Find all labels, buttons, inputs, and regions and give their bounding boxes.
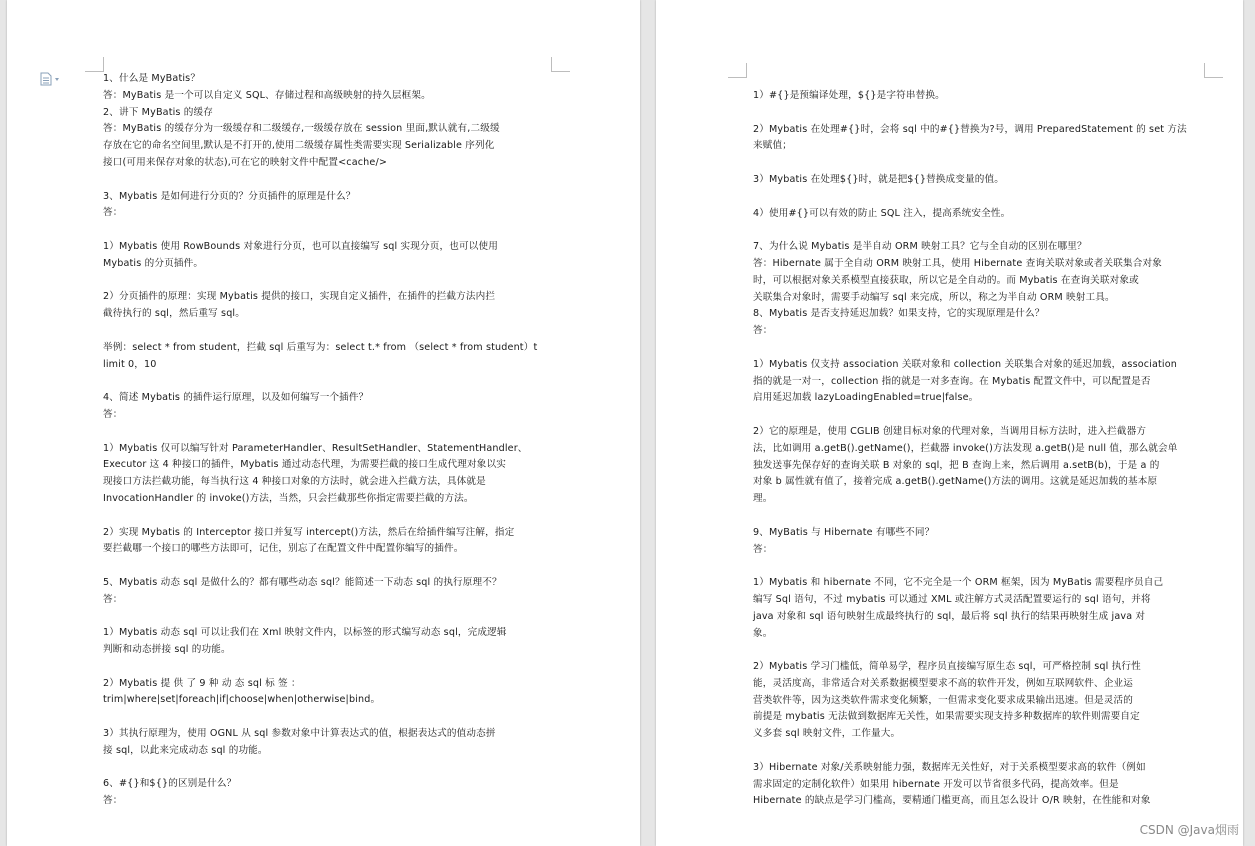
text-line: 接口(可用来保存对象的状态),可在它的映射文件中配置<cache/> — [103, 156, 388, 168]
text-line: 接 sql，以此来完成动态 sql 的功能。 — [103, 744, 268, 756]
margin-corner-mark — [728, 63, 747, 78]
text-line: 答： — [753, 325, 773, 337]
text-line: 答： — [103, 408, 123, 420]
text-line: 启用延迟加载 lazyLoadingEnabled=true|false。 — [753, 392, 979, 404]
paragraph — [103, 676, 547, 710]
paragraph — [103, 625, 547, 659]
text-line: 2）Mybatis 在处理#{}时，会将 sql 中的#{}替换为?号，调用 PreparedStatement 的 set 方法 — [753, 123, 1187, 135]
text-line: 独发送事先保存好的查询关联 B 对象的 sql，把 B 查询上来，然后调用 a.setB(b)，于是 a 的 — [753, 459, 1160, 471]
text-line: 答： — [103, 593, 123, 605]
document-page-2 — [656, 0, 1243, 846]
paragraph — [753, 575, 1193, 642]
text-line: 6、#{}和${}的区别是什么？ — [103, 778, 237, 790]
text-line: 理。 — [753, 493, 773, 505]
text-line: 2）Mybatis 提 供 了 9 种 动 态 sql 标 签 ： — [103, 677, 301, 689]
document-page-1 — [7, 0, 640, 846]
margin-corner-mark — [1204, 63, 1223, 78]
paragraph — [753, 525, 1193, 559]
paragraph — [753, 760, 1193, 810]
text-line: 1）Mybatis 仅支持 association 关联对象和 collection 关联集合对象的延迟加载，association — [753, 358, 1177, 370]
text-line: 5、Mybatis 动态 sql 是做什么的？都有哪些动态 sql？能简述一下动态 sql 的执行原理不？ — [103, 576, 502, 588]
paragraph — [753, 122, 1193, 156]
text-line: 2）Mybatis 学习门槛低，简单易学，程序员直接编写原生态 sql，可严格控制 sql 执行性 — [753, 661, 1141, 673]
paragraph — [753, 357, 1193, 407]
text-line: 4、简述 Mybatis 的插件运行原理，以及如何编写一个插件？ — [103, 392, 369, 404]
text-line: 指的就是一对一，collection 指的就是一对多查询。在 Mybatis 配置文件中，可以配置是否 — [753, 375, 1151, 387]
text-line: 答：Hibernate 属于全自动 ORM 映射工具，使用 Hibernate 查询关联对象或者关联集合对象 — [753, 257, 1163, 269]
text-line: 答： — [103, 795, 123, 807]
paragraph — [103, 189, 547, 223]
text-line: 需求固定的定制化软件）如果用 hibernate 开发可以节省很多代码，提高效率。但是 — [753, 778, 1119, 790]
text-line: 3、Mybatis 是如何进行分页的？分页插件的原理是什么？ — [103, 190, 356, 202]
paragraph — [753, 172, 1193, 189]
text-line: 时，可以根据对象关系模型直接获取，所以它是全自动的。而 Mybatis 在查询关联对象或 — [753, 274, 1139, 286]
text-line: 1）Mybatis 动态 sql 可以让我们在 Xml 映射文件内，以标签的形式编写动态 sql，完成逻辑 — [103, 627, 507, 639]
text-line: 象。 — [753, 627, 773, 639]
paragraph — [753, 239, 1193, 340]
paragraph — [103, 441, 547, 508]
text-line: java 对象和 sql 语句映射生成最终执行的 sql，最后将 sql 执行的结果再映射生成 java 对 — [753, 610, 1146, 622]
watermark: CSDN @Java烟雨 — [1139, 823, 1239, 837]
paragraph — [103, 726, 547, 760]
paragraph — [103, 340, 547, 374]
text-line: 3）其执行原理为，使用 OGNL 从 sql 参数对象中计算表达式的值，根据表达式的值动态拼 — [103, 728, 496, 740]
text-line: 答：MyBatis 是一个可以自定义 SQL、存储过程和高级映射的持久层框架。 — [103, 89, 431, 101]
text-line: 2）分页插件的原理：实现 Mybatis 提供的接口，实现自定义插件，在插件的拦截方法内拦 — [103, 291, 496, 303]
text-line: 关联集合对象时，需要手动编写 sql 来完成，所以，称之为半自动 ORM 映射工具。 — [753, 291, 1115, 303]
text-line: 前提是 mybatis 无法做到数据库无关性，如果需要实现支持多种数据库的软件则需要自定 — [753, 711, 1140, 723]
text-line: Executor 这 4 种接口的插件，Mybatis 通过动态代理，为需要拦截的接口生成代理对象以实 — [103, 459, 506, 471]
text-line: 能，灵活度高，非常适合对关系数据模型要求不高的软件开发，例如互联网软件、企业运 — [753, 677, 1134, 689]
text-line: 4）使用#{}可以有效的防止 SQL 注入，提高系统安全性。 — [753, 207, 1011, 219]
paragraph — [753, 659, 1193, 743]
text-line: 3）Mybatis 在处理${}时，就是把${}替换成变量的值。 — [753, 173, 1005, 185]
paragraph — [103, 239, 547, 273]
paragraph — [103, 776, 547, 810]
text-line: limit 0，10 — [103, 358, 157, 370]
paragraph — [103, 289, 547, 323]
text-line: InvocationHandler 的 invoke()方法，当然，只会拦截那些你指定需要拦截的方法。 — [103, 492, 474, 504]
page-1-text-body — [103, 71, 547, 827]
text-line: 义多套 sql 映射文件，工作量大。 — [753, 728, 901, 740]
text-line: 营类软件等，因为这类软件需求变化频繁，一但需求变化要求成果输出迅速。但是灵活的 — [753, 694, 1134, 706]
text-line: 9、MyBatis 与 Hibernate 有哪些不同？ — [753, 526, 935, 538]
paragraph — [103, 390, 547, 424]
text-line: Mybatis 的分页插件。 — [103, 257, 204, 269]
text-line: 答： — [103, 207, 123, 219]
paragraph — [753, 206, 1193, 223]
text-line: 1）#{}是预编译处理，${}是字符串替换。 — [753, 90, 945, 101]
text-line: 要拦截哪一个接口的哪些方法即可，记住，别忘了在配置文件中配置你编写的插件。 — [103, 543, 464, 555]
text-line: 答： — [753, 543, 773, 555]
text-line: 2、讲下 MyBatis 的缓存 — [103, 106, 214, 118]
text-line: 1、什么是 MyBatis？ — [103, 73, 201, 84]
paragraph — [753, 88, 1193, 105]
text-line: 对象 b 属性就有值了，接着完成 a.getB().getName()方法的调用。这就是延迟加载的基本原 — [753, 476, 1158, 488]
text-line: 截待执行的 sql，然后重写 sql。 — [103, 308, 245, 320]
text-line: 2）它的原理是，使用 CGLIB 创建目标对象的代理对象，当调用目标方法时，进入拦截器方 — [753, 425, 1147, 437]
text-line: 1）Mybatis 和 hibernate 不同，它不完全是一个 ORM 框架，因为 MyBatis 需要程序员自己 — [753, 577, 1164, 589]
text-line: 2）实现 Mybatis 的 Interceptor 接口并复写 intercept()方法，然后在给插件编写注解，指定 — [103, 526, 515, 538]
text-line: 存放在它的命名空间里,默认是不打开的,使用二级缓存属性类需要实现 Serializable 序列化 — [103, 140, 495, 152]
text-line: 举例：select * from student，拦截 sql 后重写为：select t.* from （select * from student）t — [103, 341, 538, 353]
text-line: 3）Hibernate 对象/关系映射能力强，数据库无关性好，对于关系模型要求高的软件（例如 — [753, 761, 1146, 773]
text-line: 7、为什么说 Mybatis 是半自动 ORM 映射工具？它与全自动的区别在哪里？ — [753, 241, 1087, 253]
document-icon[interactable] — [39, 72, 61, 86]
text-line: Hibernate 的缺点是学习门槛高，要精通门槛更高，而且怎么设计 O/R 映射，在性能和对象 — [753, 795, 1151, 807]
paragraph — [103, 575, 547, 609]
margin-corner-mark — [85, 57, 104, 72]
margin-corner-mark — [551, 57, 570, 72]
text-line: 现接口方法拦截功能，每当执行这 4 种接口对象的方法时，就会进入拦截方法，具体就是 — [103, 476, 486, 488]
text-line: 1）Mybatis 仅可以编写针对 ParameterHandler、ResultSetHandler、StatementHandler、 — [103, 442, 528, 454]
text-line: 1）Mybatis 使用 RowBounds 对象进行分页，也可以直接编写 sql 实现分页，也可以使用 — [103, 240, 498, 252]
text-line: 判断和动态拼接 sql 的功能。 — [103, 644, 231, 656]
paragraph — [103, 71, 547, 172]
page-2-text-body — [753, 88, 1193, 827]
text-line: trim|where|set|foreach|if|choose|when|otherwise|bind。 — [103, 694, 381, 706]
text-line: 编写 Sql 语句，不过 mybatis 可以通过 XML 或注解方式灵活配置要运行的 sql 语句，并将 — [753, 593, 1151, 605]
text-line: 法，比如调用 a.getB().getName()，拦截器 invoke()方法发现 a.getB()是 null 值，那么就会单 — [753, 442, 1178, 454]
text-line: 8、Mybatis 是否支持延迟加载？如果支持，它的实现原理是什么？ — [753, 308, 1045, 320]
paragraph — [753, 424, 1193, 508]
paragraph — [103, 525, 547, 559]
text-line: 答：MyBatis 的缓存分为一级缓存和二级缓存,一级缓存放在 session 里面,默认就有,二级缓 — [103, 123, 500, 135]
text-line: 来赋值； — [753, 140, 792, 152]
